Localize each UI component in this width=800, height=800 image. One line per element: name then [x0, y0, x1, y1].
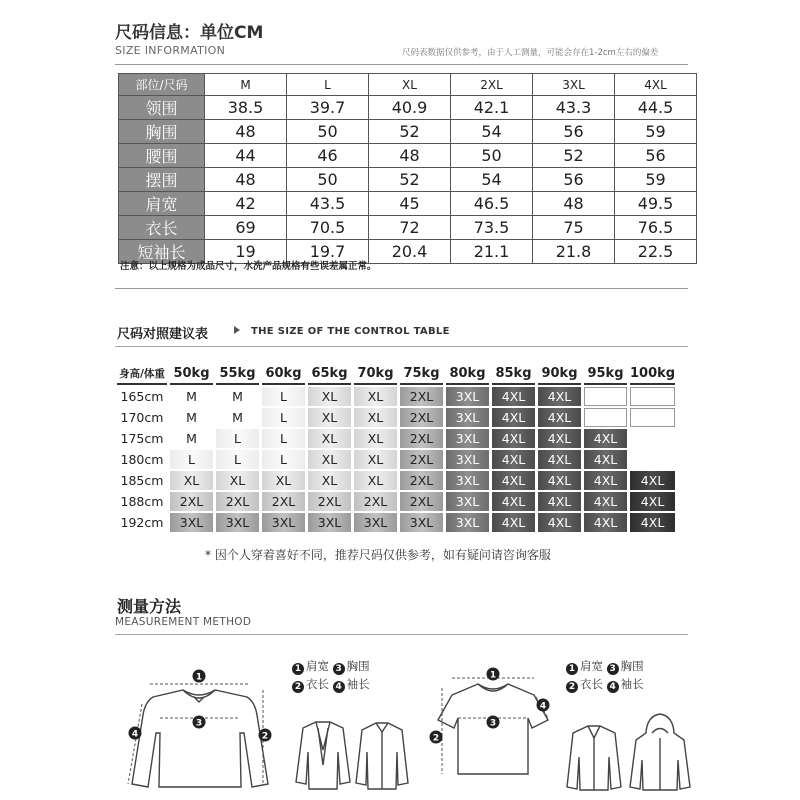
height-label: 175cm: [120, 431, 164, 446]
size-cell: XL: [354, 471, 397, 490]
table-cell: 40.9: [369, 96, 451, 120]
table-cell: 42.1: [451, 96, 533, 120]
measurement-markers: [129, 668, 550, 744]
size-cell: 4XL: [492, 450, 535, 469]
size-cell: 4XL: [492, 471, 535, 490]
marker-number: 1: [292, 663, 304, 675]
hoodie-icon: [630, 714, 690, 790]
weight-header: 90kg: [538, 364, 581, 385]
size-cell: XL: [354, 450, 397, 469]
size-cell: XL: [308, 408, 351, 427]
marker-number: 3: [333, 663, 345, 675]
marker-3-label: 3: [195, 718, 203, 729]
marker-number: 4: [607, 681, 619, 693]
table-cell: 50: [287, 168, 369, 192]
height-label: 170cm: [120, 410, 164, 425]
row-label: 摆围: [119, 168, 205, 192]
legend-label: 衣长: [306, 677, 329, 691]
row-label: 短袖长: [119, 240, 205, 264]
size-cell: 2XL: [400, 450, 443, 469]
size-table-corner: 部位/尺码: [119, 74, 205, 96]
size-cell: 3XL: [446, 408, 489, 427]
table-cell: 56: [533, 120, 615, 144]
marker-3-label: 3: [489, 718, 497, 729]
size-col-header: XL: [369, 74, 451, 96]
size-cell: L: [170, 450, 213, 469]
table-cell: 52: [369, 120, 451, 144]
height-label: 165cm: [120, 389, 164, 404]
size-cell: M: [216, 387, 259, 406]
button-shirt-icon: [567, 726, 621, 790]
size-cell: 3XL: [446, 450, 489, 469]
size-col-header: 4XL: [615, 74, 697, 96]
size-cell: XL: [308, 471, 351, 490]
size-cell: 4XL: [538, 387, 581, 406]
size-cell: 4XL: [630, 492, 675, 511]
marker-1-label: 1: [489, 670, 497, 681]
table-cell: 44.5: [615, 96, 697, 120]
size-cell: 4XL: [584, 513, 627, 532]
size-cell: 4XL: [492, 387, 535, 406]
dress-shirt-icon: [356, 723, 408, 789]
size-cell: 4XL: [538, 429, 581, 448]
size-cell: 4XL: [584, 471, 627, 490]
table-cell: 56: [533, 168, 615, 192]
size-info-subtitle: SIZE INFORMATION: [115, 44, 226, 57]
size-cell: M: [170, 408, 213, 427]
size-cell: 2XL: [400, 471, 443, 490]
height-label: 185cm: [120, 473, 164, 488]
size-cell: 4XL: [584, 492, 627, 511]
t-shirt-icon: [438, 684, 548, 774]
row-label: 肩宽: [119, 192, 205, 216]
size-cell: 4XL: [584, 450, 627, 469]
size-cell: XL: [354, 408, 397, 427]
weight-header: 70kg: [354, 364, 397, 385]
measurement-subtitle: MEASUREMENT METHOD: [115, 616, 252, 628]
size-cell: 4XL: [492, 429, 535, 448]
size-cell: XL: [262, 471, 305, 490]
table-cell: 46: [287, 144, 369, 168]
legend-label: 肩宽: [580, 659, 603, 673]
table-cell: 56: [615, 144, 697, 168]
legend-label: 袖长: [620, 677, 644, 691]
weight-header: 85kg: [492, 364, 535, 385]
table-cell: 19: [205, 240, 287, 264]
size-cell: 3XL: [446, 387, 489, 406]
row-label: 领围: [119, 96, 205, 120]
size-cell: 2XL: [400, 492, 443, 511]
size-info-footnote: 注意：以上规格为成品尺寸，水洗产品规格有些误差属正常。: [120, 261, 377, 272]
row-label: 胸围: [119, 120, 205, 144]
table-cell: 50: [451, 144, 533, 168]
size-cell: 3XL: [308, 513, 351, 532]
size-cell: 4XL: [492, 408, 535, 427]
size-cell: M: [170, 429, 213, 448]
size-cell: L: [216, 450, 259, 469]
table-cell: 69: [205, 216, 287, 240]
table-cell: 39.7: [287, 96, 369, 120]
table-cell: 19.7: [287, 240, 369, 264]
table-cell: 75: [533, 216, 615, 240]
table-cell: 72: [369, 216, 451, 240]
legend-label: 胸围: [620, 659, 644, 673]
table-cell: 52: [369, 168, 451, 192]
size-cell: 3XL: [216, 513, 259, 532]
size-cell: 4XL: [538, 450, 581, 469]
weight-header: 50kg: [170, 364, 213, 385]
size-cell: 2XL: [400, 429, 443, 448]
legend-label: 肩宽: [306, 659, 329, 673]
weight-header: 60kg: [262, 364, 305, 385]
weight-header: 100kg: [630, 364, 675, 385]
size-col-header: 2XL: [451, 74, 533, 96]
measurement-title: 测量方法: [117, 597, 182, 616]
size-cell: 4XL: [630, 471, 675, 490]
table-cell: 46.5: [451, 192, 533, 216]
table-cell: 50: [287, 120, 369, 144]
height-label: 180cm: [120, 452, 164, 467]
marker-2-label: 2: [432, 733, 440, 744]
size-cell: M: [216, 408, 259, 427]
size-cell: 4XL: [492, 492, 535, 511]
size-cell: L: [262, 450, 305, 469]
table-cell: 59: [615, 168, 697, 192]
table-cell: 38.5: [205, 96, 287, 120]
size-cell: L: [262, 387, 305, 406]
table-cell: 42: [205, 192, 287, 216]
weight-header: 65kg: [308, 364, 351, 385]
marker-4-label: 4: [131, 729, 139, 740]
size-cell: 2XL: [308, 492, 351, 511]
long-sleeve-shirt-icon: [132, 690, 268, 787]
table-cell: 48: [533, 192, 615, 216]
size-cell: XL: [354, 387, 397, 406]
marker-1-label: 1: [195, 672, 203, 683]
size-cell: 2XL: [216, 492, 259, 511]
table-cell: 70.5: [287, 216, 369, 240]
control-table-footnote: * 因个人穿着喜好不同，推荐尺码仅供参考，如有疑问请咨询客服: [205, 548, 551, 562]
size-cell: 4XL: [538, 513, 581, 532]
size-cell: 4XL: [630, 513, 675, 532]
height-label: 192cm: [120, 515, 164, 530]
marker-4-label: 4: [539, 701, 547, 712]
control-table-corner: 身高/体重: [117, 364, 167, 385]
size-cell: 3XL: [446, 429, 489, 448]
table-cell: 21.1: [451, 240, 533, 264]
size-cell: L: [262, 429, 305, 448]
table-cell: 22.5: [615, 240, 697, 264]
size-cell: 3XL: [170, 513, 213, 532]
jacket-icon: [296, 722, 350, 789]
weight-header: 80kg: [446, 364, 489, 385]
table-cell: 76.5: [615, 216, 697, 240]
control-table-subtitle: THE SIZE OF THE CONTROL TABLE: [251, 326, 450, 337]
table-cell: 48: [369, 144, 451, 168]
weight-header: 55kg: [216, 364, 259, 385]
size-cell: 4XL: [584, 429, 627, 448]
size-cell: XL: [216, 471, 259, 490]
size-cell: XL: [308, 387, 351, 406]
marker-2-label: 2: [261, 731, 269, 742]
control-table-title: 尺码对照建议表: [117, 327, 209, 342]
legend-label: 衣长: [580, 677, 603, 691]
row-label: 衣长: [119, 216, 205, 240]
table-cell: 45: [369, 192, 451, 216]
marker-number: 4: [333, 681, 345, 693]
table-cell: 54: [451, 168, 533, 192]
legend-label: 胸围: [346, 659, 370, 673]
table-cell: 54: [451, 120, 533, 144]
size-cell: 2XL: [354, 492, 397, 511]
table-cell: 20.4: [369, 240, 451, 264]
size-cell: 3XL: [400, 513, 443, 532]
marker-number: 1: [566, 663, 578, 675]
size-info-title: 尺码信息：单位CM: [115, 23, 264, 43]
size-cell: 4XL: [538, 471, 581, 490]
marker-number: 3: [607, 663, 619, 675]
size-col-header: 3XL: [533, 74, 615, 96]
size-cell: 2XL: [170, 492, 213, 511]
marker-number: 2: [566, 681, 578, 693]
size-info-note: 尺码表数据仅供参考，由于人工测量，可能会存在1-2cm左右的偏差: [402, 48, 659, 58]
marker-number: 2: [292, 681, 304, 693]
table-cell: 44: [205, 144, 287, 168]
size-cell: L: [262, 408, 305, 427]
size-cell: 2XL: [400, 408, 443, 427]
size-cell: XL: [354, 429, 397, 448]
size-cell: L: [216, 429, 259, 448]
size-cell: 4XL: [538, 408, 581, 427]
legend-label: 袖长: [346, 677, 370, 691]
size-cell: 3XL: [446, 513, 489, 532]
size-cell: 2XL: [400, 387, 443, 406]
table-cell: 21.8: [533, 240, 615, 264]
size-cell: XL: [308, 450, 351, 469]
table-cell: 52: [533, 144, 615, 168]
row-label: 腰围: [119, 144, 205, 168]
table-cell: 73.5: [451, 216, 533, 240]
size-cell: 4XL: [538, 492, 581, 511]
table-cell: 43.3: [533, 96, 615, 120]
weight-header: 75kg: [400, 364, 443, 385]
size-col-header: M: [205, 74, 287, 96]
size-cell: XL: [308, 429, 351, 448]
size-cell: 4XL: [492, 513, 535, 532]
size-cell: 3XL: [446, 471, 489, 490]
table-cell: 43.5: [287, 192, 369, 216]
size-cell: XL: [170, 471, 213, 490]
size-cell: 3XL: [446, 492, 489, 511]
size-cell: 3XL: [354, 513, 397, 532]
weight-header: 95kg: [584, 364, 627, 385]
table-cell: 49.5: [615, 192, 697, 216]
size-cell: M: [170, 387, 213, 406]
size-cell: 2XL: [262, 492, 305, 511]
size-col-header: L: [287, 74, 369, 96]
table-cell: 59: [615, 120, 697, 144]
table-cell: 48: [205, 168, 287, 192]
height-label: 188cm: [120, 494, 164, 509]
table-cell: 48: [205, 120, 287, 144]
size-cell: 3XL: [262, 513, 305, 532]
